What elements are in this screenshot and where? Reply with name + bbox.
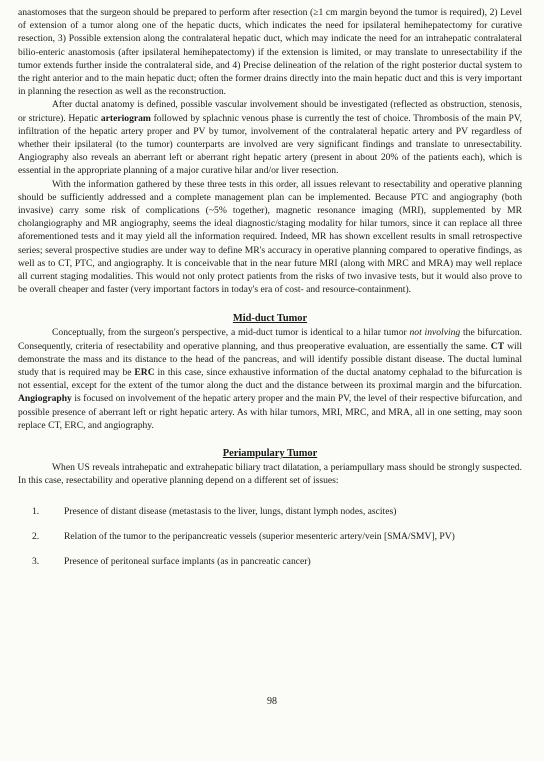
list-item-text: Presence of distant disease (metastasis to the liver, lungs, distant lymph nodes, ascites) [64, 505, 397, 517]
section-heading-mid-duct: Mid-duct Tumor [232, 313, 308, 325]
list-item [18, 530, 522, 543]
mid-duct-text-1: Conceptually, from the surgeon's perspective, a mid-duct tumor is identical to a hilar tumor [52, 327, 410, 339]
arteriogram-term: arteriogram [100, 112, 151, 124]
list-item-number: 1. [32, 505, 40, 517]
paragraph-mri: With the information gathered by these three tests in this order, all issues relevant to resectability and operative planning should be sufficiently addressed and a complete management plan can be implemented. Because PTC and angiography (both invasive) carry some risk of complications (~5% together), magnetic resonance imaging (MRI), supplemented by MR cholangiography and MR angiography, seems the ideal diagnostic/staging modality for hilar tumors, since it can replace all three aforementioned tests and it may yield all the information required. Indeed, MR has shown excellent results in small retrospective series; several prospective studies are under way to define MR's accuracy in operative planning compared to operative findings, as well as to CT, PTC, and angiography. It is conceivable that in the near future MRI (along with MRC and MRA) may well replace all current staging modalities. This would not only protect patients from the risks of two invasive tests, but it would also prove to be overall cheaper and faster (very important factors in today's era of cost- and resource-containment). [18, 178, 522, 296]
paragraph-vascular-text-a: After ductal anatomy is defined, possible vascular involvement should be investigated (reflected as obstruction, stenosis, or stricture). Hepatic [18, 99, 522, 124]
paragraph-continuation: anastomoses that the surgeon should be prepared to perform after resection (≥1 cm margin beyond the tumor is required), 2) Level of extension of a tumor along one of the hepatic ducts, which indicates the need for ipsilateral hemihepatectomy for curative resection, 3) Possible extension along the contralateral hepatic duct, which may indicate the need for an intrahepatic contralateral bilio-enteric anastomosis (after ipsilateral hemihepatectomy) if the extension is limited, or may translate to unresectability if the tumor extends further inside the contralateral side, and 4) Precise delineation of the relation of the right posterior ductal system to the right anterior and to the main hepatic duct; often the former drains directly into the main hepatic duct and this is very important in planning the resection as well as the reconstruction. [18, 7, 522, 98]
list-item [18, 555, 522, 568]
list-item-text: Relation of the tumor to the peripancreatic vessels (superior mesenteric artery/vein [SMA/SMV], PV) [64, 530, 455, 542]
list-item-number: 2. [32, 530, 40, 542]
mid-duct-text-2: the bifurcation. Consequently, criteria of resectability and operative planning, and thus preoperative evaluation, are essentially the same. [18, 327, 523, 352]
issues-list [18, 505, 522, 568]
paragraph-mid-duct [18, 326, 522, 432]
list-item-text: Presence of peritoneal surface implants (as in pancreatic cancer) [64, 555, 311, 567]
mid-duct-italic-term: not involving [409, 327, 461, 339]
page-number: 98 [267, 696, 277, 707]
mid-duct-text-4: in this case, since exhaustive information of the ductal anatomy cephalad to the bifurcation is not essential, except for the extent of the tumor along the duct and the distance between its proximal margin and the bifurcation. [18, 367, 523, 392]
list-item-number: 3. [32, 555, 40, 567]
mid-duct-text-5: is focused on involvement of the hepatic artery proper and the main PV, the level of their respective bifurcation, and possible presence of aberrant left or right hepatic artery. As with hilar tumors, MRI, MRC, and MRA, all in one setting, may soon replace CT, ERC, and angiography. [18, 393, 522, 431]
section-heading-periampullary: Periampulary Tumor [222, 448, 318, 460]
paragraph-periampullary: When US reveals intrahepatic and extrahepatic biliary tract dilatation, a periampullary mass should be strongly suspected. In this case, resectability and operative planning depend on a different set of issues: [18, 462, 522, 487]
angiography-term: Angiography [18, 393, 72, 405]
list-item [18, 505, 522, 518]
ct-term: CT [490, 340, 505, 352]
paragraph-vascular-text-b: followed by splachnic venous phase is currently the test of choice. Thrombosis of the main PV, infiltration of the hepatic artery proper and PV by tumor, involvement of the contralateral hepatic artery and PV regardless of whether their ipsilateral (to the tumor) counterparts are involved are very significant findings and translate to unresectability. Angiography also reveals an aberrant left or aberrant right hepatic artery (present in about 20% of the patients each), which is essential in the appropriate planning of a major curative hilar and/or liver resection. [18, 112, 522, 177]
mid-duct-text-3: will demonstrate the mass and its distance to the head of the pancreas, and will identify possible distant disease. The ductal luminal study that is required may be [18, 340, 523, 379]
paragraph-vascular [18, 98, 522, 177]
erc-term: ERC [134, 367, 155, 379]
